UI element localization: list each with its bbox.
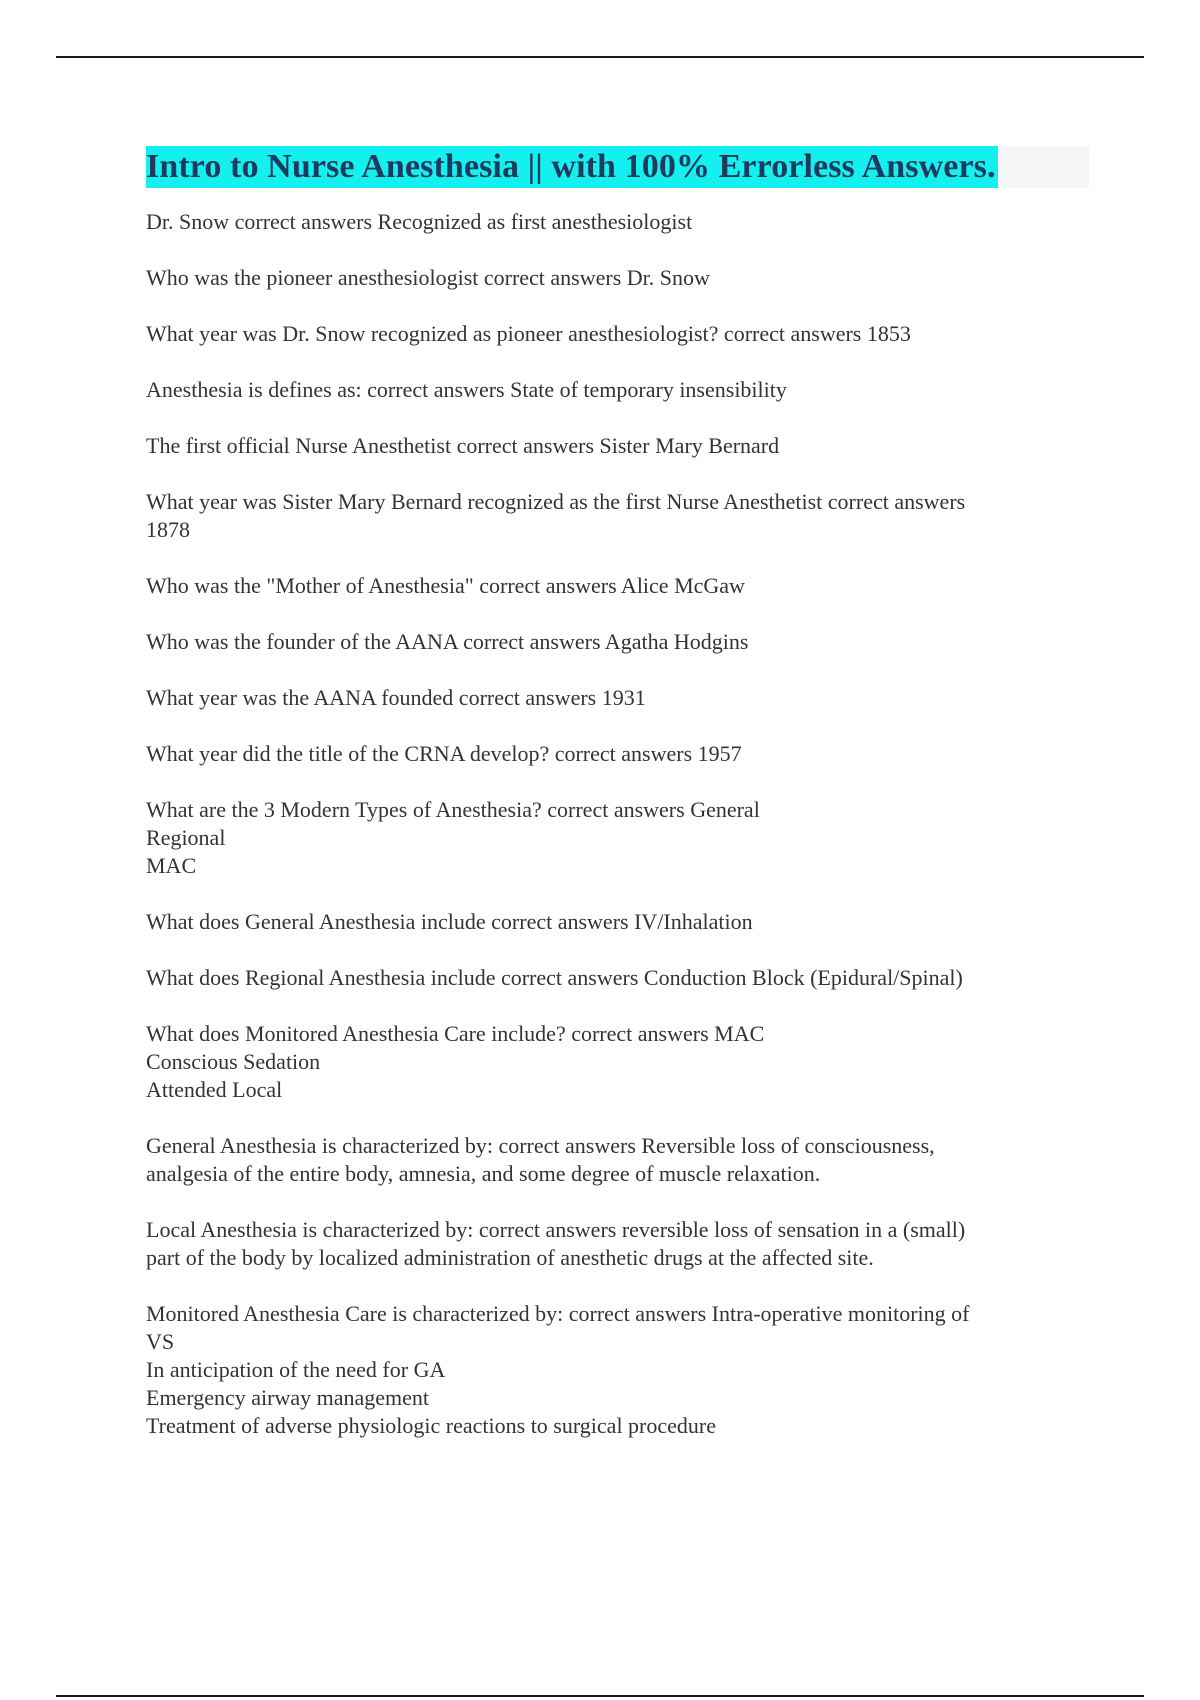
- qa-entry: Who was the founder of the AANA correct answers Agatha Hodgins: [146, 629, 749, 654]
- top-rule: [56, 56, 1144, 58]
- document-body: [146, 146, 1096, 1468]
- qa-entry: General Anesthesia is characterized by: correct answers Reversible loss of consciousness, analgesia of the entire body, amnesia, and some degree of muscle relaxation.: [146, 1133, 935, 1186]
- qa-entry: Dr. Snow correct answers Recognized as first anesthesiologist: [146, 209, 693, 234]
- qa-entry: What year did the title of the CRNA develop? correct answers 1957: [146, 741, 742, 766]
- qa-entry: Monitored Anesthesia Care is characterized by: correct answers Intra-operative monitoring of VS In anticipation of the need for GA Emergency airway management Treatment of adverse physiologic reactions to surgical procedure: [146, 1301, 970, 1438]
- qa-entry: What does Regional Anesthesia include correct answers Conduction Block (Epidural/Spinal): [146, 965, 963, 990]
- qa-entry: Who was the pioneer anesthesiologist correct answers Dr. Snow: [146, 265, 710, 290]
- qa-entry: Who was the "Mother of Anesthesia" correct answers Alice McGaw: [146, 573, 745, 598]
- qa-entry: Local Anesthesia is characterized by: correct answers reversible loss of sensation in a (small) part of the body by localized administration of anesthetic drugs at the affected site.: [146, 1217, 966, 1270]
- qa-entry: What does General Anesthesia include correct answers IV/Inhalation: [146, 909, 753, 934]
- qa-entry: What does Monitored Anesthesia Care include? correct answers MAC Conscious Sedation Attended Local: [146, 1021, 765, 1102]
- qa-entry: What year was Sister Mary Bernard recognized as the first Nurse Anesthetist correct answers 1878: [146, 489, 966, 542]
- bottom-rule: [56, 1695, 1144, 1697]
- qa-entry: Anesthesia is defines as: correct answers State of temporary insensibility: [146, 377, 787, 402]
- qa-entry: The first official Nurse Anesthetist correct answers Sister Mary Bernard: [146, 433, 780, 458]
- qa-entry: What year was the AANA founded correct answers 1931: [146, 685, 646, 710]
- qa-entry: What are the 3 Modern Types of Anesthesia? correct answers General Regional MAC: [146, 797, 760, 878]
- document-title: Intro to Nurse Anesthesia || with 100% Errorless Answers.: [146, 146, 998, 188]
- qa-entry: What year was Dr. Snow recognized as pioneer anesthesiologist? correct answers 1853: [146, 321, 911, 346]
- title-bar: [146, 146, 1089, 188]
